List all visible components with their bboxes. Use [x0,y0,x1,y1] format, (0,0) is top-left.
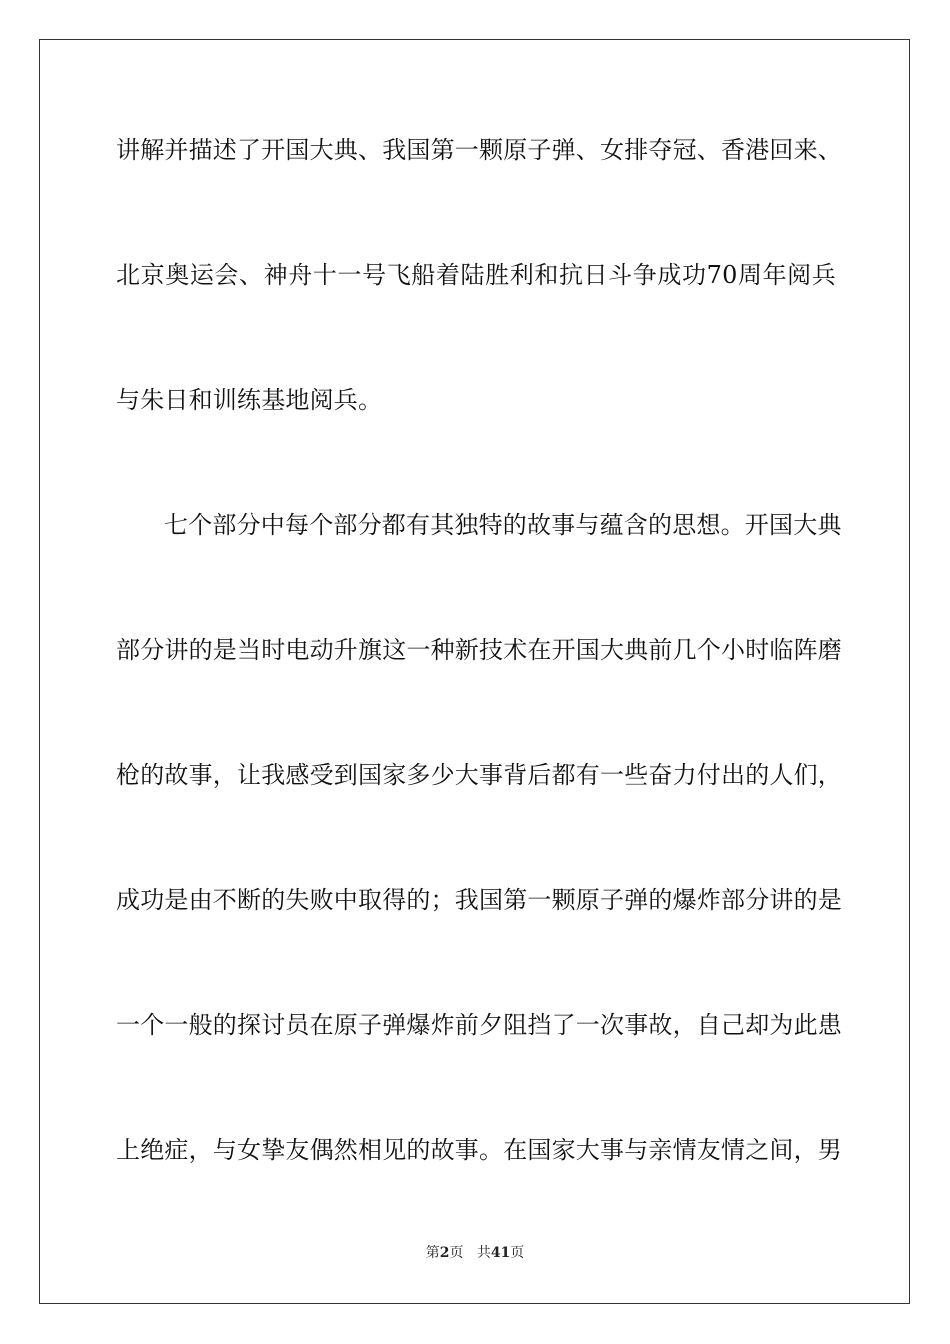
body-text-line: 部分讲的是当时电动升旗这一种新技术在开国大典前几个小时临阵磨 [116,636,842,664]
paragraph-first-line: 七个部分中每个部分都有其独特的故事与蕴含的思想。开国大典 [164,511,842,539]
body-text-line: 北京奥运会、神舟十一号飞船着陆胜利和抗日斗争成功70周年阅兵 [116,261,836,289]
page-suffix: 页 [449,1245,464,1261]
body-text-line: 与朱日和训练基地阅兵。 [116,386,383,414]
body-text-line: 讲解并描述了开国大典、我国第一颗原子弹、女排夺冠、香港回来、 [116,136,842,164]
body-text-line: 一个一般的探讨员在原子弹爆炸前夕阻挡了一次事故，自己却为此患 [116,1011,842,1039]
body-text-line: 上绝症，与女挚友偶然相见的故事。在国家大事与亲情友情之间，男 [116,1136,842,1164]
total-pages: 41 [490,1245,511,1261]
body-text-line: 枪的故事，让我感受到国家多少大事背后都有一些奋力付出的人们， [116,761,842,789]
page-number: 2 [439,1245,450,1261]
page-prefix: 第 [425,1245,440,1261]
page-border [39,39,910,1304]
total-suffix: 页 [510,1245,525,1261]
total-prefix: 共 [476,1245,491,1261]
body-text-line: 成功是由不断的失败中取得的；我国第一颗原子弹的爆炸部分讲的是 [116,886,842,914]
page-footer [0,1244,950,1262]
